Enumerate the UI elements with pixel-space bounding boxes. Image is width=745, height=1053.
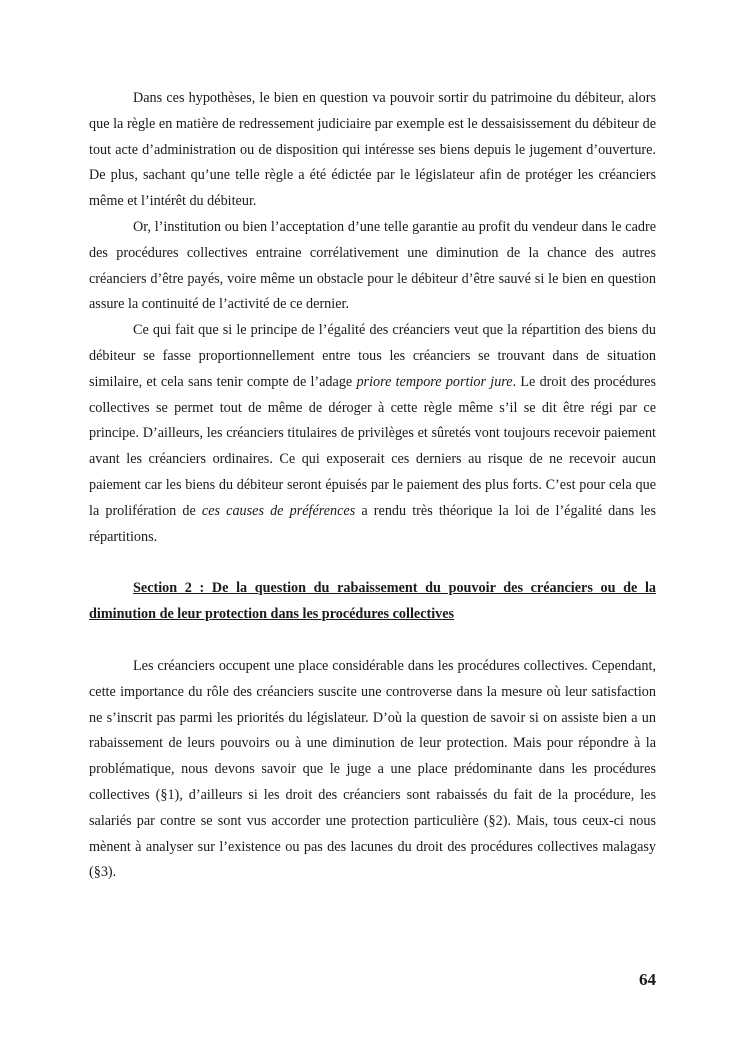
body-text-part2 [89,654,656,886]
text-run: Or, l’institution ou bien l’acceptation d’une telle garantie au profit du vendeur dans le cadre des procédures collectives entraine corrélativement une diminution de la chance des autres créanciers d’être payés, voire même un obstacle pour le débiteur d’être sauvé si le bien en question assure la continuité de l’activité de ce dernier. [89,218,656,313]
spacer [89,628,656,654]
paragraph [89,215,656,318]
text-run: Les créanciers occupent une place considérable dans les procédures collectives. Cependant, cette importance du rôle des créanciers suscite une controverse dans la mesure où leur satisfaction ne s’inscrit pas parmi les priorités du législateur. D’où la question de savoir si on assiste bien a un rabaissement de leurs pouvoirs ou à une diminution de leur protection. Mais pour répondre à la problématique, nous devons savoir que le juge a une place prédominante dans les procédures collectives (§1), d’ailleurs si les droit des créanciers sont rabaissés du fait de la procédure, les salariés par contre se sont vus accorder une protection particulière (§2). Mais, tous ceux-ci nous mènent à analyser sur l’existence ou pas des lacunes du droit des procédures collectives malagasy (§3). [89,657,656,881]
paragraph [89,318,656,550]
italic-text: priore tempore portior jure [356,373,513,390]
page-number: 64 [639,970,656,989]
text-run: a rendu très théorique la loi de l’égalité dans les répartitions. [89,502,656,545]
text-run: . Le droit des procédures collectives se permet tout de même de déroger à cette règle même s’il se dit être régi par ce principe. D’ailleurs, les créanciers titulaires de privilèges et sûretés vont toujours recevoir paiement avant les créanciers ordinaires. Ce qui exposerait ces derniers au risque de ne recevoir aucun paiement car les biens du débiteur seront épuisés par le paiement des plus forts. C’est pour cela que la prolifération de [89,373,656,519]
text-run: Ce qui fait que si le principe de l’égalité des créanciers veut que la répartition des biens du débiteur se fasse proportionnellement entre tous les créanciers se trouvant dans de situation similaire, et cela sans tenir compte de l’adage [89,322,656,390]
document-page [89,86,656,886]
text-run: Dans ces hypothèses, le bien en question va pouvoir sortir du patrimoine du débiteur, alors que la règle en matière de redressement judiciaire par exemple est le dessaisissement du débiteur de tout acte d’administration ou de disposition qui intéresse ses biens depuis le jugement d’ouverture. De plus, sachant qu’une telle règle a été édictée par le législateur afin de protéger les créanciers même et l’intérêt du débiteur. [89,90,656,210]
spacer [89,550,656,576]
section-heading: Section 2 : De la question du rabaissement du pouvoir des créanciers ou de la diminution de leur protection dans les procédures collectives [89,580,656,623]
paragraph [89,86,656,215]
paragraph [89,654,656,886]
body-text-part1 [89,86,656,550]
italic-text: ces causes de préférences [201,502,356,519]
